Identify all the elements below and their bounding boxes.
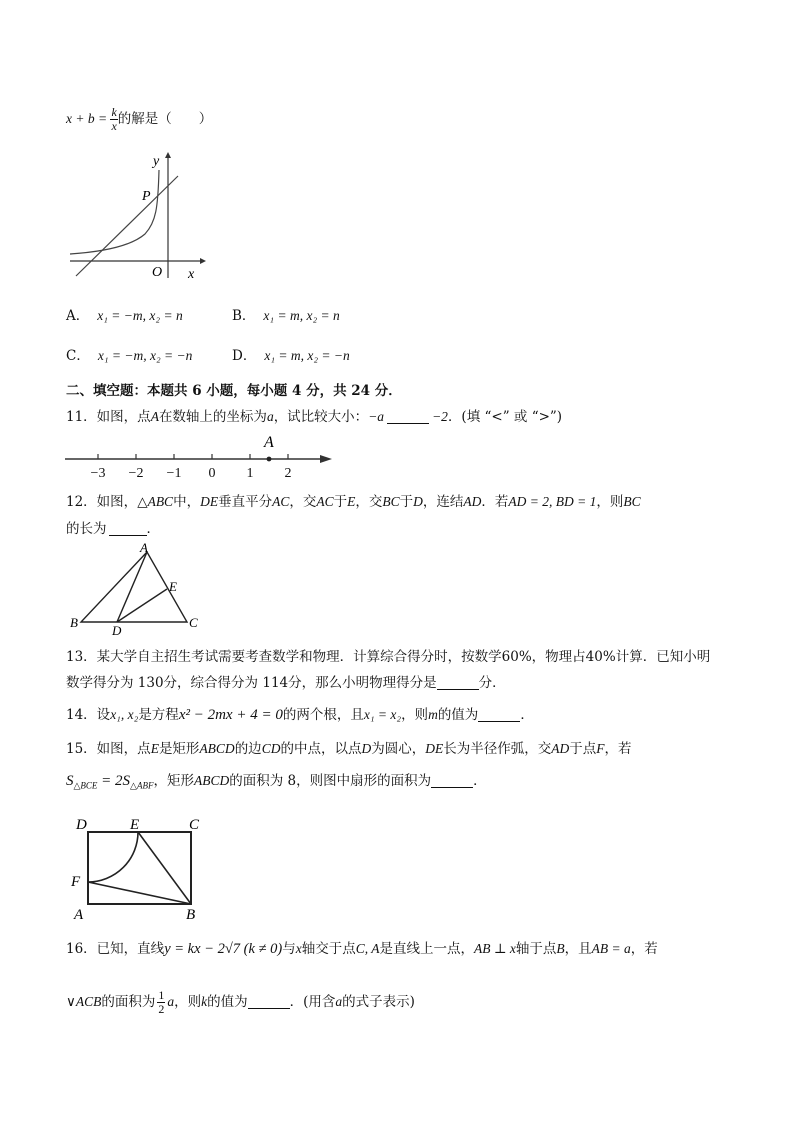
- q13-line2: [66, 673, 506, 693]
- q15-abcd2: ABCD: [193, 773, 230, 788]
- q16-a2: a: [335, 994, 343, 1009]
- q10-p-label: P: [142, 189, 151, 204]
- q12-line2-text: 的长为: [66, 521, 107, 537]
- q16-t6: ，且: [564, 941, 592, 957]
- q11-arrow: [320, 455, 332, 463]
- q15-f: F: [596, 741, 605, 756]
- q16-frac-den: 2: [158, 1002, 165, 1016]
- q10-fraction: [110, 106, 117, 133]
- q10-frac-den: x: [111, 119, 117, 133]
- q16-k: k: [201, 994, 208, 1009]
- q11-point-a: [267, 457, 272, 462]
- q15-label-f: F: [71, 874, 81, 890]
- q12-bc1: BC: [382, 494, 400, 509]
- q14-vars: x₁, x₂: [110, 707, 139, 722]
- q15-label-b: B: [186, 907, 196, 923]
- q12-ac1: AC: [272, 494, 290, 509]
- q12-label-a: A: [140, 540, 148, 555]
- q15-abcd1: ABCD: [199, 741, 235, 756]
- q16-t9: ，则: [174, 994, 202, 1010]
- q15-s-left-sub: △BCE: [73, 780, 98, 791]
- q15-t10: 的面积为 8，则图中扇形的面积为: [229, 773, 432, 789]
- q16-t8: 的面积为: [101, 994, 156, 1010]
- q10-o-label: O: [152, 265, 163, 280]
- q12-label-b: B: [70, 615, 78, 630]
- q15-t8: ，若: [604, 741, 632, 757]
- q12-t9: ．若: [481, 494, 509, 510]
- q15-label-c: C: [189, 817, 200, 833]
- q14-t1: 14．设: [66, 707, 111, 723]
- q12-line1: [66, 492, 641, 512]
- q11-tick-labels: [62, 466, 337, 486]
- q11-var-A: A: [150, 409, 159, 424]
- q12-t6: ，交: [355, 494, 383, 510]
- q12-de: DE: [200, 494, 219, 509]
- q10-x-arrow: [200, 258, 206, 264]
- q16-fraction: [157, 989, 165, 1016]
- q16-t3: 轴交于点: [301, 941, 356, 957]
- q10-option-d-letter: D．: [232, 348, 257, 364]
- q16-t1: 16．已知，直线: [66, 941, 165, 957]
- q12-label-c: C: [189, 615, 198, 630]
- q12-t2: 中，: [173, 494, 201, 510]
- q15-answer-blank[interactable]: [431, 773, 473, 788]
- q10-option-c-letter: C．: [66, 348, 90, 364]
- q11-text-a: 11．如图，点: [66, 409, 151, 425]
- q10-stem-text: 的解是（ ）: [117, 111, 213, 127]
- q15-line1: [66, 739, 631, 759]
- q11-text-d: ．(填 “<” 或 “>”): [447, 409, 563, 425]
- q11-tick-label-5: 2: [284, 466, 292, 481]
- q15-t5: 为圆心，: [371, 741, 426, 757]
- q10-option-b-letter: B．: [232, 308, 256, 324]
- q12-answer-blank[interactable]: [109, 521, 147, 536]
- q15-label-a: A: [74, 907, 84, 923]
- q11-text-c: ，试比较大小：: [273, 409, 369, 425]
- q14-answer-blank[interactable]: [478, 707, 520, 722]
- q10-option-c-expr: x₁ = −m, x₂ = −n: [97, 348, 193, 363]
- q15-s-right-sub: △ABF: [130, 780, 154, 791]
- q11-tick-label-2: −1: [166, 466, 182, 481]
- q12-t1: 12．如图，: [66, 494, 138, 510]
- q16-ca: C, A: [355, 941, 380, 956]
- q12-t4: ，交: [289, 494, 317, 510]
- q15-t2: 是矩形: [158, 741, 200, 757]
- q12-t8: ，连结: [422, 494, 464, 510]
- q15-e: E: [150, 741, 159, 756]
- q15-t7: 于点: [569, 741, 597, 757]
- q14-t2: 是方程: [138, 707, 179, 723]
- q15-t9: ，矩形: [153, 773, 194, 789]
- q12-ac2: AC: [316, 494, 334, 509]
- q15-cd: CD: [261, 741, 281, 756]
- q16-line2: [66, 989, 415, 1016]
- q10-frac-num: k: [111, 105, 117, 119]
- q10-option-b[interactable]: [232, 306, 340, 326]
- q15-t4: 的中点，以点: [280, 741, 362, 757]
- q15-segment-fb: [88, 882, 191, 904]
- q12-line2: [66, 519, 160, 539]
- q16-line1: [66, 939, 658, 959]
- q12-t7: 于: [399, 494, 414, 510]
- q11-tick-label-4: 1: [246, 466, 254, 481]
- q16-t7: ，若: [630, 941, 658, 957]
- q15-t6: 长为半径作弧，交: [443, 741, 552, 757]
- q14-var-m: m: [428, 707, 438, 722]
- q16-b: B: [556, 941, 565, 956]
- section2-heading: 二、填空题：本题共 6 小题，每小题 4 分，共 24 分．: [66, 383, 402, 399]
- q12-label-e: E: [169, 579, 177, 594]
- q12-t3: 垂直平分: [218, 494, 273, 510]
- q14-end: ．: [520, 707, 534, 723]
- q13-line2-text: 数学得分为 130分，综合得分为 114分，那么小明物理得分是: [66, 675, 437, 691]
- q10-option-a[interactable]: [66, 306, 183, 326]
- q10-stem: [66, 106, 212, 133]
- q16-frac-num: 1: [158, 988, 165, 1002]
- q11-var-a: a: [266, 409, 274, 424]
- q15-de: DE: [425, 741, 444, 756]
- q16-tri: ∨ACB: [66, 994, 102, 1009]
- q15-ad: AD: [551, 741, 570, 756]
- q12-ad1: AD: [463, 494, 482, 509]
- q16-t5: 轴于点: [515, 941, 557, 957]
- q15-t1: 15．如图，点: [66, 741, 151, 757]
- q15-t3: 的边: [234, 741, 262, 757]
- q12-tri: △ABC: [137, 494, 174, 509]
- q15-label-d: D: [76, 817, 87, 833]
- q11-text-b: 在数轴上的坐标为: [158, 409, 267, 425]
- q11-expr-right: −2: [432, 409, 448, 424]
- q11-expr-left: −a: [368, 409, 385, 424]
- q12-e1: E: [347, 494, 356, 509]
- q15-rectangle-figure: [66, 814, 216, 922]
- q11-tick-label-0: −3: [90, 466, 106, 481]
- q16-abeq: AB = a: [591, 941, 631, 956]
- q11-point-label: A: [264, 434, 274, 451]
- q16-answer-blank[interactable]: [248, 994, 290, 1009]
- q14-t5: 的值为: [437, 707, 479, 723]
- q16-t11: ．(用含: [289, 994, 336, 1010]
- q14-equation: x² − 2mx + 4 = 0: [178, 707, 283, 723]
- q16-x: x: [295, 941, 302, 956]
- q13-line2-end: 分．: [478, 675, 506, 691]
- q10-option-d[interactable]: [232, 346, 350, 366]
- q11-tick-label-3: 0: [208, 466, 216, 481]
- q16-t4: 是直线上一点，: [379, 941, 474, 957]
- q13-answer-blank[interactable]: [437, 675, 479, 690]
- q14-t4: ，则: [401, 707, 429, 723]
- q16-t12: 的式子表示): [342, 994, 415, 1010]
- q15-arc: [88, 832, 138, 882]
- q12-d1: D: [413, 494, 423, 509]
- q12-t10: ，则: [596, 494, 624, 510]
- q10-x-label: x: [188, 267, 195, 282]
- q16-perp: AB ⊥ x: [473, 941, 516, 956]
- q12-line2-end: ．: [146, 521, 160, 537]
- q11-tick-label-1: −2: [128, 466, 144, 481]
- q14-cond: x₁ = x₂: [363, 707, 402, 722]
- q15-segment-eb: [138, 832, 191, 904]
- q12-t5: 于: [333, 494, 348, 510]
- q15-line2: [66, 771, 487, 796]
- q12-given: AD = 2, BD = 1: [508, 494, 597, 509]
- q16-a-var: a: [167, 994, 175, 1009]
- q10-option-b-expr: x₁ = m, x₂ = n: [263, 308, 340, 323]
- q12-triangle-figure: [66, 542, 206, 637]
- q16-eq: y = kx − 2√7 (k ≠ 0): [164, 941, 283, 957]
- q12-bc2: BC: [623, 494, 641, 509]
- q10-option-c[interactable]: [66, 346, 192, 366]
- q10-option-a-letter: A．: [66, 308, 90, 324]
- q10-option-d-expr: x₁ = m, x₂ = −n: [264, 348, 350, 363]
- q14-text: [66, 705, 534, 725]
- q11-answer-blank[interactable]: [387, 409, 429, 424]
- q15-d: D: [361, 741, 372, 756]
- q16-t2: 与: [282, 941, 296, 957]
- q10-hyperbola: [70, 170, 159, 254]
- q15-s-mid: = 2S: [97, 773, 131, 789]
- q11-text: [66, 407, 562, 427]
- q16-t10: 的值为: [207, 994, 248, 1010]
- q15-s-left: S: [66, 773, 74, 789]
- q15-label-e: E: [130, 817, 140, 833]
- q10-stem-math: x + b =: [66, 111, 111, 126]
- q10-y-arrow: [165, 152, 171, 158]
- q10-y-label: y: [153, 154, 160, 169]
- q15-line2-end: ．: [473, 773, 487, 789]
- q11-number-line: [62, 432, 337, 464]
- q12-label-d: D: [112, 623, 122, 638]
- q10-graph: [60, 150, 210, 280]
- q13-line1: 13．某大学自主招生考试需要考查数学和物理．计算综合得分时，按数学60%，物理占40%计算．已知小明: [66, 649, 711, 665]
- q14-t3: 的两个根，且: [282, 707, 364, 723]
- q10-option-a-expr: x₁ = −m, x₂ = n: [97, 308, 183, 323]
